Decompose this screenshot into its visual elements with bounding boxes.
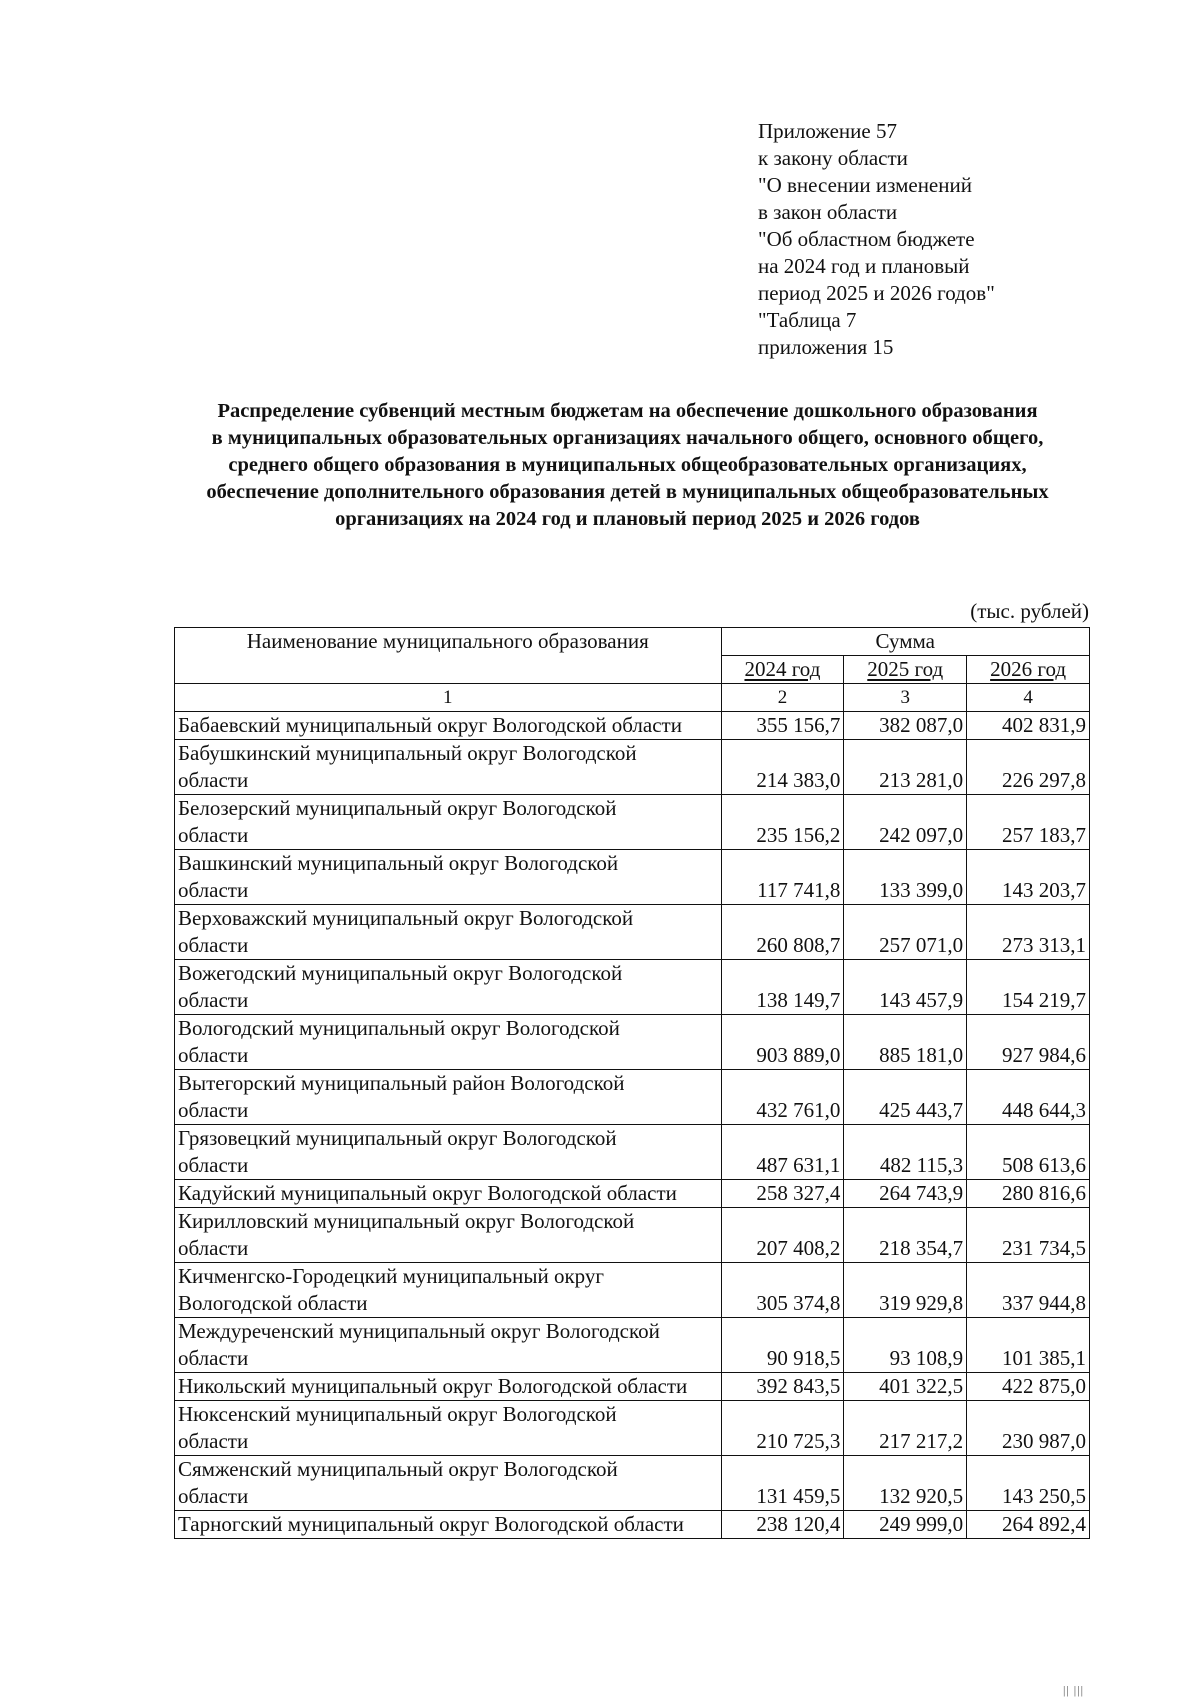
amount-2025: 133 399,0	[844, 850, 967, 905]
appendix-line: "Об областном бюджете	[758, 227, 975, 251]
amount-2024: 487 631,1	[721, 1125, 844, 1180]
municipality-name-line: области	[178, 768, 249, 792]
amount-2025: 242 097,0	[844, 795, 967, 850]
table-row	[175, 1318, 1090, 1373]
municipality-name	[175, 1401, 722, 1456]
amount-2026: 422 875,0	[967, 1373, 1090, 1401]
municipality-name-line: области	[178, 1429, 249, 1453]
municipality-name-line: области	[178, 1236, 249, 1260]
amount-2024: 210 725,3	[721, 1401, 844, 1456]
table-row	[175, 1125, 1090, 1180]
municipality-name-line: Вытегорский муниципальный район Вологодской	[178, 1071, 625, 1095]
amount-2025: 482 115,3	[844, 1125, 967, 1180]
municipality-name	[175, 712, 722, 740]
municipality-name	[175, 795, 722, 850]
table-row	[175, 712, 1090, 740]
municipality-name	[175, 1015, 722, 1070]
amount-2024: 260 808,7	[721, 905, 844, 960]
municipality-name	[175, 905, 722, 960]
amount-2025: 93 108,9	[844, 1318, 967, 1373]
title-line: обеспечение дополнительного образования детей в муниципальных общеобразовательных	[206, 481, 1049, 503]
table-row	[175, 1511, 1090, 1539]
table-row	[175, 1180, 1090, 1208]
title-line: среднего общего образования в муниципальных общеобразовательных организациях,	[228, 454, 1027, 476]
appendix-line: приложения 15	[758, 335, 894, 359]
municipality-name-line: Вашкинский муниципальный округ Вологодской	[178, 851, 619, 875]
municipality-name-line: области	[178, 1346, 249, 1370]
appendix-line: на 2024 год и плановый	[758, 254, 970, 278]
table-row	[175, 795, 1090, 850]
header-year-2025: 2025 год	[844, 656, 967, 684]
municipality-name-line: Вологодский муниципальный округ Вологодской	[178, 1016, 620, 1040]
amount-2024: 392 843,5	[721, 1373, 844, 1401]
municipality-name	[175, 1180, 722, 1208]
municipality-name	[175, 1125, 722, 1180]
amount-2026: 143 250,5	[967, 1456, 1090, 1511]
column-index-row	[175, 684, 1090, 712]
municipality-name-line: Нюксенский муниципальный округ Вологодской	[178, 1402, 617, 1426]
amount-2024: 235 156,2	[721, 795, 844, 850]
amount-2026: 154 219,7	[967, 960, 1090, 1015]
amount-2026: 257 183,7	[967, 795, 1090, 850]
municipality-name-line: Вожегодский муниципальный округ Вологодской	[178, 961, 623, 985]
municipality-name-line: Бабаевский муниципальный округ Вологодской области	[178, 713, 682, 737]
header-row	[175, 628, 1090, 656]
municipality-name	[175, 960, 722, 1015]
amount-2026: 508 613,6	[967, 1125, 1090, 1180]
title-line: Распределение субвенций местным бюджетам на обеспечение дошкольного образования	[217, 400, 1038, 422]
amount-2024: 432 761,0	[721, 1070, 844, 1125]
municipality-name-line: Бабушкинский муниципальный округ Вологодской	[178, 741, 637, 765]
header-year-2026: 2026 год	[967, 656, 1090, 684]
header-year-2024: 2024 год	[721, 656, 844, 684]
header-name: Наименование муниципального образования	[175, 628, 722, 684]
amount-2025: 401 322,5	[844, 1373, 967, 1401]
column-index: 3	[844, 684, 967, 712]
municipality-name-line: области	[178, 823, 249, 847]
amount-2026: 927 984,6	[967, 1015, 1090, 1070]
amount-2025: 319 929,8	[844, 1263, 967, 1318]
amount-2025: 264 743,9	[844, 1180, 967, 1208]
amount-2025: 132 920,5	[844, 1456, 967, 1511]
municipality-name-line: области	[178, 933, 249, 957]
amount-2025: 257 071,0	[844, 905, 967, 960]
municipality-name-line: Вологодской области	[178, 1291, 368, 1315]
amount-2026: 230 987,0	[967, 1401, 1090, 1456]
table-row	[175, 1263, 1090, 1318]
municipality-name	[175, 1070, 722, 1125]
column-index: 4	[967, 684, 1090, 712]
column-index: 1	[175, 684, 722, 712]
amount-2026: 337 944,8	[967, 1263, 1090, 1318]
table-row	[175, 1015, 1090, 1070]
municipality-name-line: Грязовецкий муниципальный округ Вологодской	[178, 1126, 617, 1150]
amount-2026: 264 892,4	[967, 1511, 1090, 1539]
amount-2025: 249 999,0	[844, 1511, 967, 1539]
header-sum: Сумма	[721, 628, 1089, 656]
amount-2026: 402 831,9	[967, 712, 1090, 740]
municipality-name	[175, 1318, 722, 1373]
title-line: в муниципальных образовательных организациях начального общего, основного общего,	[211, 427, 1044, 449]
municipality-name	[175, 1373, 722, 1401]
amount-2025: 382 087,0	[844, 712, 967, 740]
amount-2024: 207 408,2	[721, 1208, 844, 1263]
municipality-name-line: Кирилловский муниципальный округ Вологодской	[178, 1209, 635, 1233]
municipality-name	[175, 1263, 722, 1318]
municipality-name-line: Белозерский муниципальный округ Вологодской	[178, 796, 617, 820]
amount-2025: 217 217,2	[844, 1401, 967, 1456]
amount-2025: 885 181,0	[844, 1015, 967, 1070]
amount-2026: 231 734,5	[967, 1208, 1090, 1263]
amount-2024: 214 383,0	[721, 740, 844, 795]
amount-2024: 117 741,8	[721, 850, 844, 905]
appendix-line: к закону области	[758, 146, 908, 170]
amount-2024: 903 889,0	[721, 1015, 844, 1070]
subventions-table	[174, 627, 1090, 1539]
title-line: организациях на 2024 год и плановый период 2025 и 2026 годов	[335, 508, 920, 530]
amount-2026: 280 816,6	[967, 1180, 1090, 1208]
municipality-name-line: области	[178, 1153, 249, 1177]
municipality-name	[175, 1456, 722, 1511]
appendix-line: Приложение 57	[758, 119, 897, 143]
amount-2025: 213 281,0	[844, 740, 967, 795]
amount-2026: 226 297,8	[967, 740, 1090, 795]
column-index: 2	[721, 684, 844, 712]
municipality-name-line: Кадуйский муниципальный округ Вологодской области	[178, 1181, 677, 1205]
amount-2024: 90 918,5	[721, 1318, 844, 1373]
amount-2025: 218 354,7	[844, 1208, 967, 1263]
amount-2026: 101 385,1	[967, 1318, 1090, 1373]
municipality-name-line: области	[178, 1043, 249, 1067]
appendix-line: в закон области	[758, 200, 898, 224]
table-row	[175, 1373, 1090, 1401]
table-row	[175, 1208, 1090, 1263]
municipality-name-line: Тарногский муниципальный округ Вологодской области	[178, 1512, 684, 1536]
municipality-name-line: Верховажский муниципальный округ Вологодской	[178, 906, 634, 930]
table-row	[175, 740, 1090, 795]
table-row	[175, 1401, 1090, 1456]
municipality-name	[175, 740, 722, 795]
amount-2024: 238 120,4	[721, 1511, 844, 1539]
municipality-name-line: Междуреченский муниципальный округ Вологодской	[178, 1319, 660, 1343]
amount-2026: 273 313,1	[967, 905, 1090, 960]
municipality-name-line: Никольский муниципальный округ Вологодской области	[178, 1374, 688, 1398]
amount-2026: 143 203,7	[967, 850, 1090, 905]
appendix-line: период 2025 и 2026 годов"	[758, 281, 995, 305]
scan-marks: || |||	[1063, 1683, 1085, 1697]
appendix-line: "О внесении изменений	[758, 173, 972, 197]
amount-2024: 258 327,4	[721, 1180, 844, 1208]
appendix-line: "Таблица 7	[758, 308, 857, 332]
municipality-name-line: Кичменгско-Городецкий муниципальный округ	[178, 1264, 604, 1288]
amount-2025: 143 457,9	[844, 960, 967, 1015]
appendix-header	[758, 118, 995, 361]
municipality-name-line: области	[178, 878, 249, 902]
municipality-name	[175, 1208, 722, 1263]
municipality-name	[175, 1511, 722, 1539]
municipality-name-line: области	[178, 1098, 249, 1122]
document-title	[160, 398, 1095, 533]
municipality-name-line: области	[178, 988, 249, 1012]
amount-2024: 355 156,7	[721, 712, 844, 740]
amount-2024: 305 374,8	[721, 1263, 844, 1318]
units-label: (тыс. рублей)	[970, 599, 1089, 623]
municipality-name-line: области	[178, 1484, 249, 1508]
amount-2024: 131 459,5	[721, 1456, 844, 1511]
amount-2025: 425 443,7	[844, 1070, 967, 1125]
table-row	[175, 905, 1090, 960]
table-row	[175, 1456, 1090, 1511]
municipality-name-line: Сямженский муниципальный округ Вологодской	[178, 1457, 618, 1481]
table-row	[175, 850, 1090, 905]
table-row	[175, 960, 1090, 1015]
amount-2024: 138 149,7	[721, 960, 844, 1015]
table-row	[175, 1070, 1090, 1125]
amount-2026: 448 644,3	[967, 1070, 1090, 1125]
municipality-name	[175, 850, 722, 905]
